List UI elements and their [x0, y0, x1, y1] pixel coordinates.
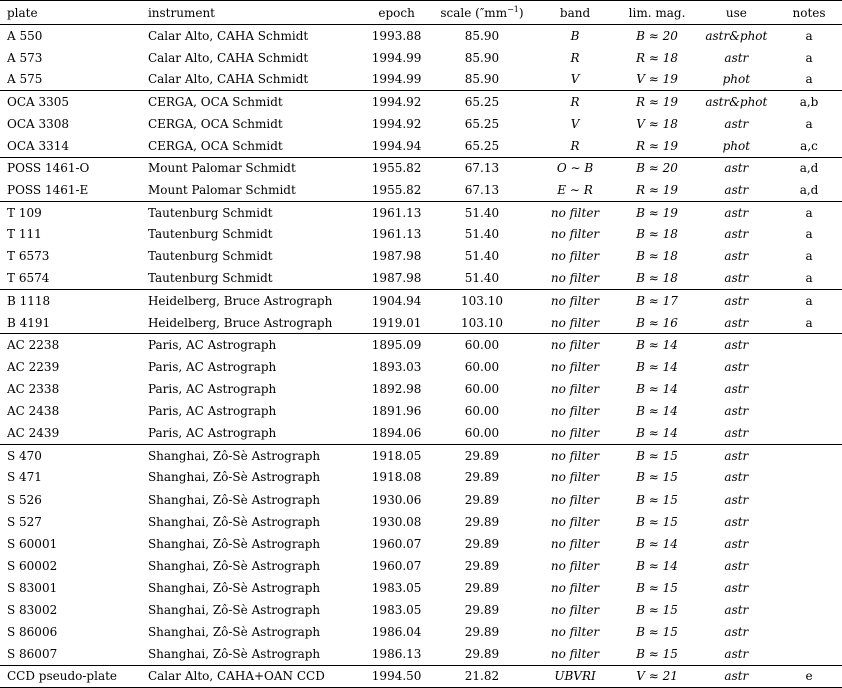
cell-instrument: Tautenburg Schmidt [147, 249, 273, 264]
cell-epoch: 1895.09 [362, 334, 431, 356]
table-row [0, 223, 842, 245]
cell-band: no filter [550, 625, 600, 640]
cell-notes: a [805, 227, 813, 242]
cell-instrument: Paris, AC Astrograph [147, 382, 277, 397]
cell-use: astr [697, 444, 776, 466]
cell-notes [776, 378, 842, 400]
cell-epoch: 1891.96 [371, 404, 422, 419]
cell-use: astr&phot [697, 25, 776, 47]
cell-instrument: Shanghai, Zô-Sè Astrograph [147, 625, 321, 640]
cell-use: astr [724, 249, 749, 264]
cell-notes: a,d [776, 157, 842, 179]
cell-instrument: Mount Palomar Schmidt [148, 157, 362, 179]
cell-scale: 60.00 [464, 382, 500, 397]
header-use: use [697, 1, 776, 25]
cell-notes [776, 400, 842, 422]
cell-epoch: 1993.88 [362, 25, 431, 47]
cell-instrument: Paris, AC Astrograph [147, 359, 277, 374]
cell-lim-mag: B ≈ 15 [636, 580, 678, 595]
table-row [0, 268, 842, 290]
cell-epoch: 1983.05 [371, 602, 422, 617]
cell-plate: OCA 3314 [7, 138, 70, 153]
cell-lim-mag: B ≈ 15 [636, 470, 678, 485]
cell-lim-mag: B ≈ 14 [617, 334, 696, 356]
cell-scale: 60.00 [464, 425, 500, 440]
cell-lim-mag: R ≈ 19 [636, 182, 679, 197]
cell-use: astr [724, 359, 749, 374]
cell-notes: a [805, 271, 813, 286]
cell-band: V [570, 116, 580, 131]
cell-instrument: Paris, AC Astrograph [147, 425, 277, 440]
cell-use: astr [697, 290, 776, 312]
cell-use: astr [697, 157, 776, 179]
cell-instrument: Shanghai, Zô-Sè Astrograph [147, 646, 321, 661]
cell-epoch: 1955.82 [371, 182, 422, 197]
table-row [0, 157, 842, 179]
cell-use: astr [724, 271, 749, 286]
cell-lim-mag: B ≈ 19 [617, 201, 696, 223]
cell-instrument: Calar Alto, CAHA Schmidt [147, 50, 309, 65]
cell-scale: 51.40 [464, 271, 500, 286]
cell-use: astr [697, 334, 776, 356]
cell-use: astr [724, 116, 749, 131]
table-row [0, 69, 842, 91]
cell-plate: CCD pseudo-plate [0, 665, 148, 687]
cell-notes: a [805, 116, 813, 131]
table-row [0, 179, 842, 201]
table-row [0, 466, 842, 488]
cell-epoch: 1918.05 [362, 444, 431, 466]
cell-use: astr [697, 201, 776, 223]
table-row [0, 643, 842, 665]
cell-instrument: Heidelberg, Bruce Astrograph [147, 315, 333, 330]
cell-epoch: 1994.92 [362, 91, 431, 113]
cell-notes [776, 621, 842, 643]
cell-epoch: 1960.07 [371, 536, 422, 551]
cell-instrument: Tautenburg Schmidt [147, 227, 273, 242]
cell-epoch: 1893.03 [371, 359, 422, 374]
cell-lim-mag: B ≈ 15 [636, 514, 678, 529]
cell-band: no filter [550, 249, 600, 264]
header-scale [431, 1, 532, 25]
cell-use: astr [724, 602, 749, 617]
cell-epoch: 1930.06 [371, 492, 422, 507]
cell-instrument: CERGA, OCA Schmidt [147, 116, 283, 131]
cell-plate: S 60001 [7, 536, 58, 551]
table-row [0, 400, 842, 422]
cell-epoch: 1894.06 [371, 425, 422, 440]
cell-scale: 60.00 [464, 404, 500, 419]
cell-band: R [570, 50, 580, 65]
cell-scale: 29.89 [464, 580, 500, 595]
cell-instrument: Calar Alto, CAHA Schmidt [148, 25, 362, 47]
cell-notes: a [805, 50, 813, 65]
table-row [0, 113, 842, 135]
cell-epoch: 1987.98 [371, 249, 422, 264]
cell-scale: 65.25 [431, 91, 532, 113]
cell-instrument: Calar Alto, CAHA+OAN CCD [148, 665, 362, 687]
cell-band: no filter [550, 315, 600, 330]
header-instrument: instrument [148, 1, 362, 25]
cell-scale: 67.13 [464, 182, 500, 197]
cell-use: astr [724, 227, 749, 242]
header-plate: plate [0, 1, 148, 25]
cell-instrument: Tautenburg Schmidt [148, 201, 362, 223]
cell-epoch: 1955.82 [362, 157, 431, 179]
cell-use: astr [697, 665, 776, 687]
cell-lim-mag: B ≈ 16 [636, 315, 678, 330]
cell-instrument: Shanghai, Zô-Sè Astrograph [147, 514, 321, 529]
cell-band: no filter [550, 382, 600, 397]
cell-notes [776, 511, 842, 533]
cell-lim-mag: B ≈ 18 [636, 227, 678, 242]
cell-scale: 29.89 [464, 625, 500, 640]
cell-epoch: 1994.99 [371, 72, 422, 87]
cell-epoch: 1994.99 [371, 50, 422, 65]
cell-epoch: 1986.13 [371, 646, 422, 661]
cell-band: no filter [550, 470, 600, 485]
cell-scale: 85.90 [431, 25, 532, 47]
cell-use: phot [722, 138, 751, 153]
cell-lim-mag: B ≈ 15 [617, 444, 696, 466]
cell-epoch: 1994.50 [362, 665, 431, 687]
header-row [0, 1, 842, 25]
cell-epoch: 1961.13 [371, 227, 422, 242]
table-row [0, 47, 842, 69]
cell-plate: S 86006 [7, 625, 58, 640]
header-scale-sup: −1 [507, 4, 519, 14]
cell-lim-mag: B ≈ 14 [636, 536, 678, 551]
cell-epoch: 1960.07 [371, 558, 422, 573]
cell-lim-mag: B ≈ 15 [636, 602, 678, 617]
cell-instrument: Mount Palomar Schmidt [147, 182, 296, 197]
cell-plate: A 550 [0, 25, 148, 47]
cell-notes [776, 356, 842, 378]
cell-scale: 51.40 [464, 249, 500, 264]
cell-plate: POSS 1461-O [0, 157, 148, 179]
cell-lim-mag: B ≈ 15 [636, 646, 678, 661]
cell-plate: B 1118 [0, 290, 148, 312]
cell-epoch: 1918.08 [371, 470, 422, 485]
cell-scale: 29.89 [431, 444, 532, 466]
cell-use: astr [724, 425, 749, 440]
cell-instrument: Paris, AC Astrograph [147, 404, 277, 419]
cell-plate: S 470 [0, 444, 148, 466]
cell-lim-mag: B ≈ 14 [636, 382, 678, 397]
cell-lim-mag: V ≈ 19 [636, 72, 678, 87]
cell-plate: T 109 [0, 201, 148, 223]
cell-notes: a [805, 72, 813, 87]
cell-scale: 103.10 [460, 315, 503, 330]
header-epoch: epoch [362, 1, 431, 25]
cell-instrument: Shanghai, Zô-Sè Astrograph [147, 558, 321, 573]
cell-lim-mag: B ≈ 20 [617, 25, 696, 47]
cell-band: O ∼ B [533, 157, 618, 179]
cell-notes [776, 422, 842, 444]
cell-scale: 29.89 [464, 602, 500, 617]
cell-scale: 60.00 [464, 359, 500, 374]
cell-band: V [570, 72, 580, 87]
cell-band: no filter [533, 334, 618, 356]
cell-plate: A 573 [7, 50, 43, 65]
cell-scale: 21.82 [431, 665, 532, 687]
cell-band: no filter [533, 201, 618, 223]
cell-plate: S 526 [7, 492, 42, 507]
cell-lim-mag: B ≈ 20 [617, 157, 696, 179]
cell-lim-mag: B ≈ 14 [636, 425, 678, 440]
cell-lim-mag: B ≈ 14 [636, 359, 678, 374]
cell-use: astr [724, 492, 749, 507]
cell-epoch: 1986.04 [371, 625, 422, 640]
cell-notes [776, 533, 842, 555]
cell-notes [776, 444, 842, 466]
cell-band: no filter [550, 404, 600, 419]
cell-plate: AC 2238 [0, 334, 148, 356]
cell-use: astr [724, 536, 749, 551]
cell-plate: AC 2439 [7, 425, 60, 440]
cell-band: no filter [550, 425, 600, 440]
cell-band: no filter [550, 514, 600, 529]
header-scale-pre: scale (″mm [440, 5, 508, 20]
cell-scale: 67.13 [431, 157, 532, 179]
cell-scale: 65.25 [464, 116, 500, 131]
cell-plate: T 6573 [7, 249, 50, 264]
cell-plate: T 111 [7, 227, 42, 242]
header-scale-post: ) [518, 5, 524, 20]
cell-band: no filter [550, 536, 600, 551]
cell-lim-mag: B ≈ 14 [636, 558, 678, 573]
cell-plate: T 6574 [7, 271, 50, 286]
cell-instrument: Shanghai, Zô-Sè Astrograph [147, 492, 321, 507]
table-row [0, 599, 842, 621]
cell-use: astr [724, 470, 749, 485]
table-row [0, 665, 842, 687]
cell-band: no filter [533, 290, 618, 312]
cell-notes [776, 555, 842, 577]
cell-notes: a,c [800, 138, 818, 153]
cell-plate: AC 2338 [7, 382, 60, 397]
cell-notes [776, 577, 842, 599]
table-row [0, 312, 842, 334]
cell-notes: a [805, 315, 813, 330]
cell-scale: 51.40 [431, 201, 532, 223]
cell-instrument: Paris, AC Astrograph [148, 334, 362, 356]
cell-notes: a [776, 201, 842, 223]
cell-plate: S 60002 [7, 558, 58, 573]
cell-notes: a,d [799, 182, 819, 197]
cell-use: astr [724, 646, 749, 661]
cell-band: no filter [550, 492, 600, 507]
cell-scale: 85.90 [464, 50, 500, 65]
cell-scale: 51.40 [464, 227, 500, 242]
cell-use: astr [724, 315, 749, 330]
cell-epoch: 1892.98 [371, 382, 422, 397]
cell-use: astr [724, 625, 749, 640]
cell-band: R [570, 138, 580, 153]
cell-epoch: 1994.92 [371, 116, 422, 131]
header-band: band [533, 1, 618, 25]
cell-instrument: CERGA, OCA Schmidt [147, 138, 283, 153]
cell-instrument: Shanghai, Zô-Sè Astrograph [147, 536, 321, 551]
cell-lim-mag: R ≈ 19 [636, 138, 679, 153]
cell-instrument: Calar Alto, CAHA Schmidt [147, 72, 309, 87]
cell-epoch: 1983.05 [371, 580, 422, 595]
cell-use: astr [724, 580, 749, 595]
table-body [0, 25, 842, 688]
cell-instrument: Shanghai, Zô-Sè Astrograph [147, 470, 321, 485]
cell-use: astr [724, 50, 749, 65]
table-row [0, 334, 842, 356]
cell-use: astr [724, 558, 749, 573]
header-lim-mag: lim. mag. [617, 1, 696, 25]
cell-notes [776, 643, 842, 665]
cell-notes: a [776, 290, 842, 312]
cell-band: no filter [550, 558, 600, 573]
cell-band: no filter [550, 580, 600, 595]
cell-band: E ∼ R [557, 182, 593, 197]
cell-lim-mag: V ≈ 21 [617, 665, 696, 687]
cell-band: R [533, 91, 618, 113]
cell-band: no filter [550, 359, 600, 374]
table-row [0, 25, 842, 47]
cell-scale: 29.89 [464, 558, 500, 573]
cell-scale: 85.90 [464, 72, 500, 87]
table-row [0, 356, 842, 378]
cell-band: no filter [533, 444, 618, 466]
cell-notes: a [805, 249, 813, 264]
cell-notes: a,b [776, 91, 842, 113]
cell-notes [776, 466, 842, 488]
cell-band: UBVRI [533, 665, 618, 687]
cell-use: astr [724, 182, 749, 197]
cell-notes: e [776, 665, 842, 687]
cell-notes [776, 599, 842, 621]
cell-plate: OCA 3308 [7, 116, 70, 131]
cell-epoch: 1904.94 [362, 290, 431, 312]
table-row [0, 577, 842, 599]
table-row [0, 621, 842, 643]
cell-lim-mag: V ≈ 18 [636, 116, 678, 131]
cell-instrument: Tautenburg Schmidt [147, 271, 273, 286]
table-row [0, 91, 842, 113]
table-row [0, 290, 842, 312]
cell-scale: 29.89 [464, 492, 500, 507]
cell-lim-mag: R ≈ 19 [617, 91, 696, 113]
cell-instrument: Shanghai, Zô-Sè Astrograph [147, 602, 321, 617]
cell-scale: 65.25 [464, 138, 500, 153]
table-row [0, 444, 842, 466]
table-row [0, 533, 842, 555]
cell-scale: 103.10 [431, 290, 532, 312]
cell-notes: a [776, 25, 842, 47]
cell-lim-mag: R ≈ 18 [636, 50, 679, 65]
cell-band: no filter [550, 271, 600, 286]
cell-use: phot [722, 72, 751, 87]
cell-instrument: Shanghai, Zô-Sè Astrograph [148, 444, 362, 466]
cell-plate: S 471 [7, 470, 42, 485]
cell-lim-mag: B ≈ 18 [636, 249, 678, 264]
table-row [0, 511, 842, 533]
cell-plate: S 86007 [7, 646, 58, 661]
cell-use: astr [724, 382, 749, 397]
cell-lim-mag: B ≈ 15 [636, 625, 678, 640]
cell-epoch: 1994.94 [371, 138, 422, 153]
cell-scale: 29.89 [464, 514, 500, 529]
cell-plate: A 575 [7, 72, 43, 87]
cell-lim-mag: B ≈ 18 [636, 271, 678, 286]
cell-lim-mag: B ≈ 14 [636, 404, 678, 419]
cell-band: B [533, 25, 618, 47]
table-row [0, 422, 842, 444]
cell-band: no filter [550, 602, 600, 617]
cell-scale: 29.89 [464, 646, 500, 661]
header-notes: notes [776, 1, 842, 25]
cell-band: no filter [550, 227, 600, 242]
cell-plate: POSS 1461-E [7, 182, 89, 197]
cell-use: astr [724, 514, 749, 529]
cell-lim-mag: B ≈ 15 [636, 492, 678, 507]
cell-scale: 60.00 [431, 334, 532, 356]
cell-use: astr [724, 404, 749, 419]
table-row [0, 135, 842, 157]
cell-plate: B 4191 [7, 315, 51, 330]
cell-instrument: Heidelberg, Bruce Astrograph [148, 290, 362, 312]
cell-plate: AC 2438 [7, 404, 60, 419]
table-row [0, 555, 842, 577]
cell-plate: AC 2239 [7, 359, 60, 374]
cell-band: no filter [550, 646, 600, 661]
cell-scale: 29.89 [464, 536, 500, 551]
cell-epoch: 1930.08 [371, 514, 422, 529]
cell-epoch: 1987.98 [371, 271, 422, 286]
cell-plate: S 83001 [7, 580, 58, 595]
cell-notes [776, 334, 842, 356]
cell-epoch: 1961.13 [362, 201, 431, 223]
cell-instrument: Shanghai, Zô-Sè Astrograph [147, 580, 321, 595]
cell-epoch: 1919.01 [371, 315, 422, 330]
cell-instrument: CERGA, OCA Schmidt [148, 91, 362, 113]
cell-plate: S 527 [7, 514, 42, 529]
cell-notes [776, 488, 842, 510]
cell-plate: S 83002 [7, 602, 58, 617]
table-row [0, 201, 842, 223]
cell-scale: 29.89 [464, 470, 500, 485]
cell-plate: OCA 3305 [0, 91, 148, 113]
cell-lim-mag: B ≈ 17 [617, 290, 696, 312]
table-row [0, 488, 842, 510]
cell-use: astr&phot [697, 91, 776, 113]
table-row [0, 378, 842, 400]
table-row [0, 245, 842, 267]
